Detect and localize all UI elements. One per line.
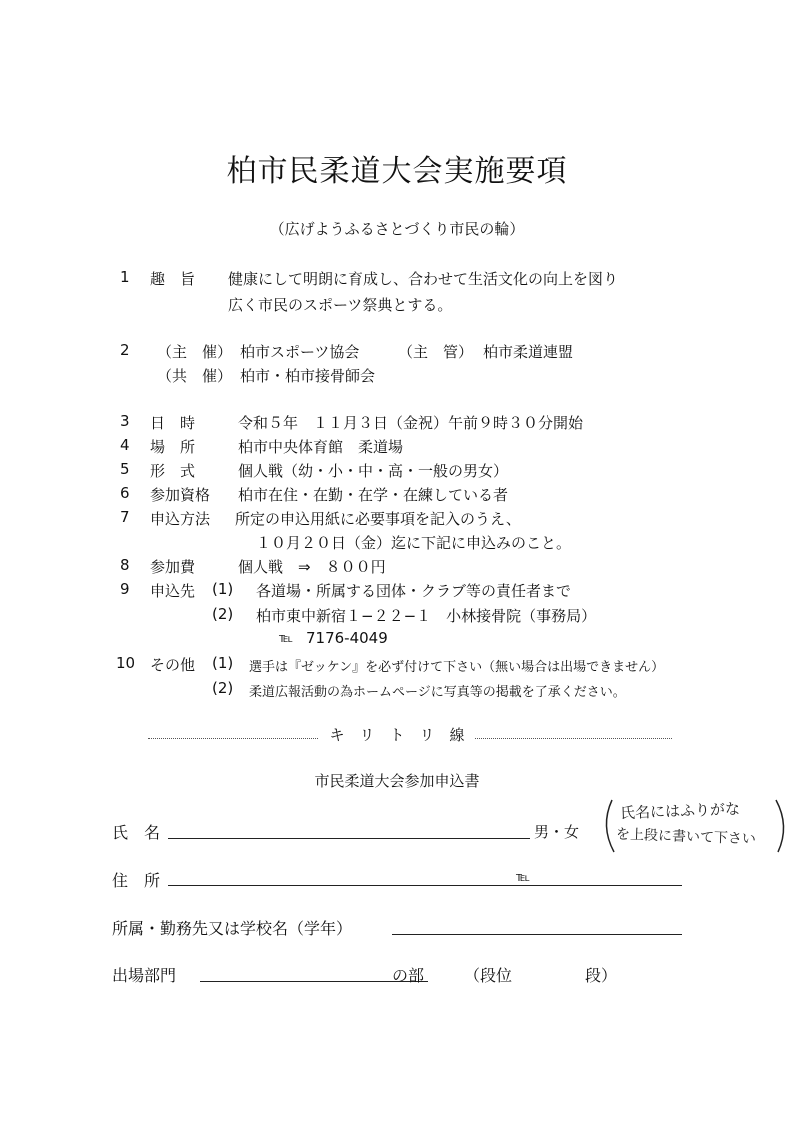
item-4-value: 柏市中央体育館 柔道場 — [238, 438, 404, 456]
cut-line-label — [0, 724, 794, 745]
handwritten-note-line1: 氏名にはふりがな — [619, 799, 741, 823]
item-1-number: 1 — [120, 268, 130, 286]
item-10-label: その他 — [150, 656, 196, 674]
form-title: 市民柔道大会参加申込書 — [314, 772, 480, 790]
item-1-label: 趣 旨 — [150, 270, 196, 288]
item-8-label: 参加費 — [150, 558, 196, 576]
item-1-text-line1: 健康にして明朗に育成し、合わせて生活文化の向上を図り — [228, 270, 619, 288]
address-label: 住 所 — [112, 871, 161, 890]
cut-line-text: キ リ ト リ 線 — [319, 726, 474, 744]
item-2-cohost: 柏市・柏市接骨師会 — [240, 367, 376, 385]
item-2-host: 柏市スポーツ協会 — [240, 343, 360, 361]
item-3-number: 3 — [120, 412, 130, 430]
name-label: 氏 名 — [112, 823, 161, 842]
division-label: 出場部門 — [112, 966, 177, 985]
item-9-tel: 7176-4049 — [306, 629, 388, 647]
name-field[interactable] — [168, 838, 530, 839]
rank-close-label: 段） — [585, 966, 618, 985]
address-field[interactable] — [168, 885, 682, 886]
item-2-host-label: （主 催） — [157, 343, 233, 361]
handwritten-note-line2: を上段に書いて下さい — [615, 826, 757, 848]
item-10-sub2-number: (2) — [212, 679, 234, 697]
item-4-number: 4 — [120, 436, 130, 454]
page-subtitle: （広げようふるさとづくり市民の輪） — [269, 220, 525, 238]
item-7-number: 7 — [120, 508, 130, 526]
affiliation-field[interactable] — [392, 934, 682, 935]
item-9-sub1: 各道場・所属する団体・クラブ等の責任者まで — [256, 582, 572, 600]
item-8-number: 8 — [120, 556, 130, 574]
item-10-number: 10 — [116, 654, 136, 672]
item-9-sub1-number: (1) — [212, 580, 234, 598]
item-2-manage: 柏市柔道連盟 — [483, 343, 574, 361]
item-3-value: 令和５年 １１月３日（金祝）午前９時３０分開始 — [238, 414, 584, 432]
item-1-text-line2: 広く市民のスポーツ祭典とする。 — [228, 296, 453, 314]
item-4-label: 場 所 — [150, 438, 196, 456]
item-2-number: 2 — [120, 341, 130, 359]
item-9-label: 申込先 — [150, 582, 196, 600]
affiliation-label: 所属・勤務先又は学校名（学年） — [112, 919, 353, 938]
item-6-number: 6 — [120, 484, 130, 502]
item-9-sub2-number: (2) — [212, 605, 234, 623]
item-8-value: 個人戦 ⇒ ８００円 — [238, 558, 386, 576]
item-7-text-line2: １０月２０日（金）迄に下記に申込みのこと。 — [256, 534, 572, 552]
item-9-tel-icon: ℡ — [279, 631, 293, 646]
item-7-text-line1: 所定の申込用紙に必要事項を記入のうえ、 — [235, 510, 521, 528]
item-6-value: 柏市在住・在勤・在学・在練している者 — [238, 486, 509, 504]
gender-select[interactable]: 男・女 — [534, 823, 580, 841]
item-9-sub2: 柏市東中新宿１−２２−１ 小林接骨院（事務局） — [256, 607, 597, 625]
address-tel-icon: ℡ — [516, 870, 530, 885]
item-3-label: 日 時 — [150, 414, 196, 432]
item-5-number: 5 — [120, 460, 130, 478]
item-10-sub1-number: (1) — [212, 654, 234, 672]
item-2-manage-label: （主 管） — [398, 343, 474, 361]
item-10-sub2: 柔道広報活動の為ホームページに写真等の掲載を了承ください。 — [249, 685, 626, 700]
item-5-label: 形 式 — [150, 462, 196, 480]
item-9-number: 9 — [120, 580, 130, 598]
division-suffix: の部 — [392, 966, 425, 985]
item-6-label: 参加資格 — [150, 486, 211, 504]
item-5-value: 個人戦（幼・小・中・高・一般の男女） — [238, 462, 509, 480]
item-2-cohost-label: （共 催） — [157, 367, 233, 385]
item-7-label: 申込方法 — [150, 510, 211, 528]
rank-open-label: （段位 — [464, 966, 513, 985]
item-10-sub1: 選手は『ゼッケン』を必ず付けて下さい（無い場合は出場できません） — [249, 660, 665, 675]
page-title: 柏市民柔道大会実施要項 — [226, 154, 568, 189]
